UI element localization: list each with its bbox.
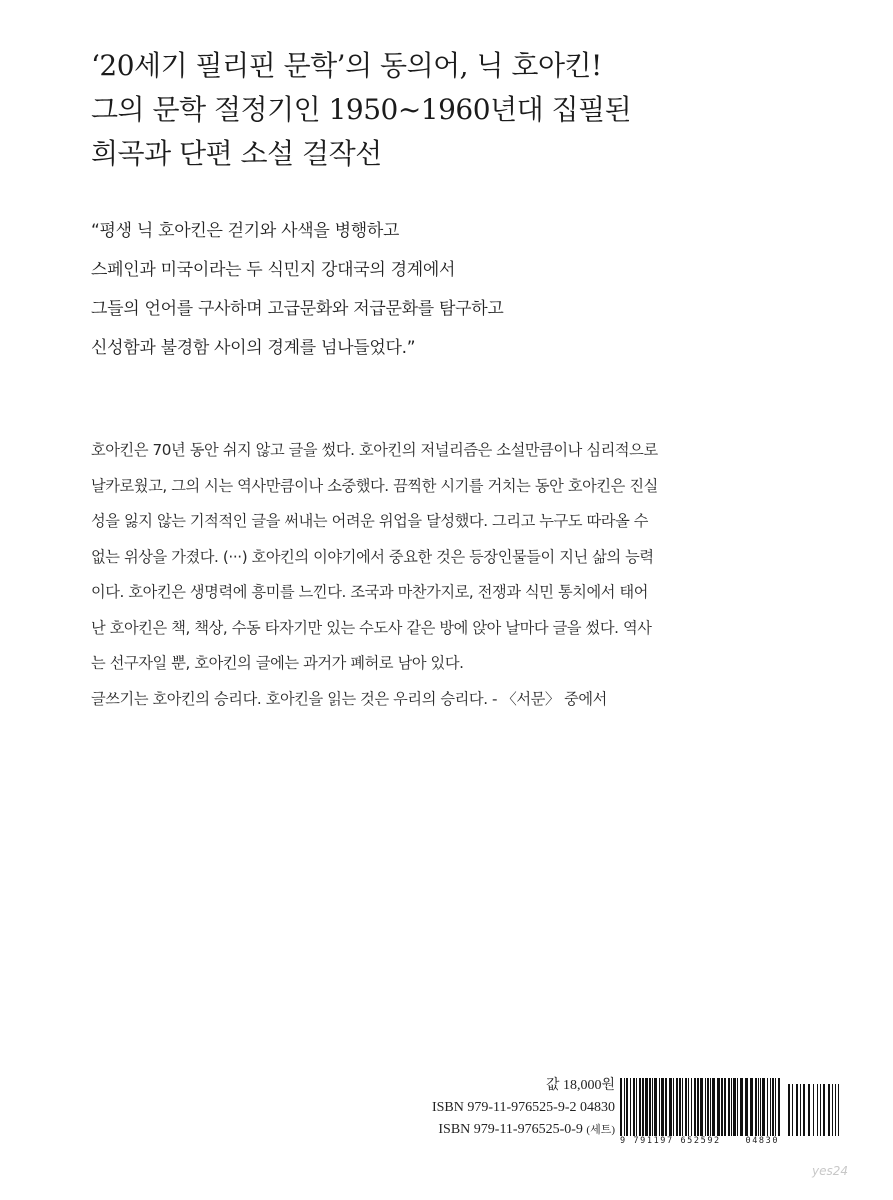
- body-line: 는 선구자일 뿐, 호아킨의 글에는 과거가 폐허로 남아 있다.: [91, 654, 464, 672]
- isbn-2: ISBN 979-11-976525-0-9: [438, 1122, 583, 1137]
- barcode-addon-digits: 04830: [745, 1136, 780, 1146]
- price-label: 값 18,000원: [545, 1078, 615, 1093]
- quote-line: 신성함과 불경함 사이의 경계를 넘나들었다.”: [91, 338, 416, 358]
- body-line: 글쓰기는 호아킨의 승리다. 호아킨을 읽는 것은 우리의 승리다. - 〈서문〉 중에서: [91, 689, 607, 708]
- quote-line: “평생 닉 호아킨은 걷기와 사색을 병행하고: [91, 221, 400, 241]
- barcode-main-digits: 9 791197 652592: [620, 1136, 721, 1146]
- headline-line: 그의 문학 절정기인 1950~1960년대 집필된: [91, 93, 632, 126]
- quote-line: 그들의 언어를 구사하며 고급문화와 저급문화를 탐구하고: [91, 299, 504, 319]
- body-text: [91, 433, 816, 717]
- body-line: 호아킨은 70년 동안 쉬지 않고 글을 썼다. 호아킨의 저널리즘은 소설만큼이나 심리적으로: [91, 441, 658, 459]
- headline-line: ‘20세기 필리핀 문학’의 동의어, 닉 호아킨!: [91, 49, 602, 82]
- body-line: 성을 잃지 않는 기적적인 글을 써내는 어려운 위업을 달성했다. 그리고 누구도 따라올 수: [91, 512, 649, 530]
- headline: [91, 44, 851, 176]
- isbn-line-1: ISBN 979-11-976525-9-2 04830: [431, 1100, 615, 1115]
- barcode-bars: [620, 1078, 842, 1136]
- quote-block: [91, 212, 851, 368]
- body-line: 날카로웠고, 그의 시는 역사만큼이나 소중했다. 끔찍한 시기를 거치는 동안 호아킨은 진실: [91, 476, 658, 495]
- price-isbn-block: [430, 1075, 615, 1141]
- set-label: (세트): [586, 1124, 615, 1136]
- headline-line: 희곡과 단편 소설 걸작선: [91, 137, 382, 170]
- quote-line: 스페인과 미국이라는 두 식민지 강대국의 경계에서: [91, 260, 456, 280]
- body-line: 이다. 호아킨은 생명력에 흥미를 느낀다. 조국과 마찬가지로, 전쟁과 식민 통치에서 태어: [91, 583, 649, 601]
- publisher-logo: yes24: [812, 1164, 849, 1178]
- body-line: 난 호아킨은 책, 책상, 수동 타자기만 있는 수도사 같은 방에 앉아 날마다 글을 썼다. 역사: [91, 618, 652, 637]
- barcode-digits: [620, 1136, 842, 1146]
- body-line: 없는 위상을 가졌다. (···) 호아킨의 이야기에서 중요한 것은 등장인물들이 지닌 삶의 능력: [91, 547, 654, 566]
- isbn-line-2: [430, 1119, 615, 1141]
